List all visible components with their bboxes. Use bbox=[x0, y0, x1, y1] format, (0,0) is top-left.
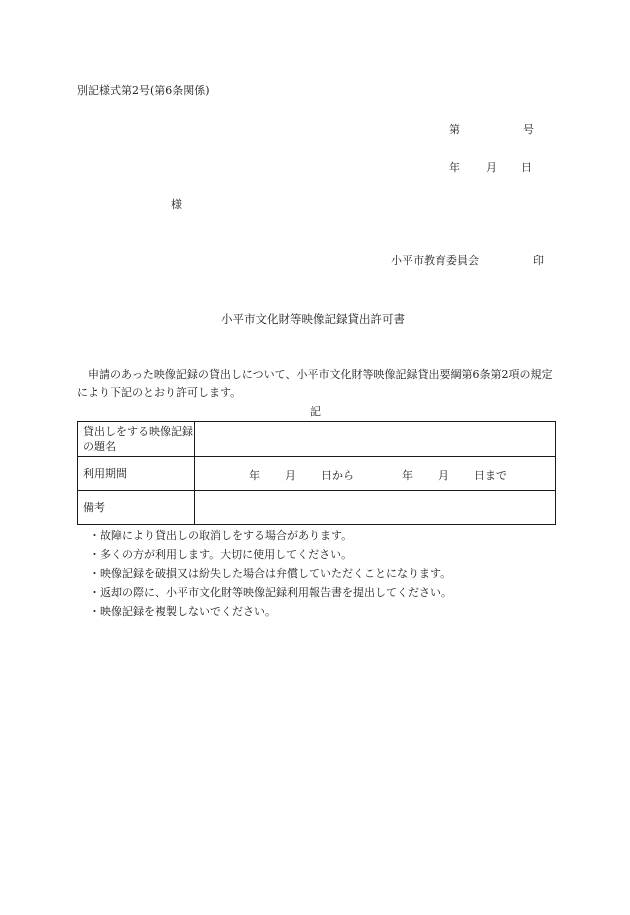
table-row bbox=[78, 422, 556, 457]
list-item bbox=[89, 583, 452, 602]
remarks-label: 備考 bbox=[78, 491, 195, 525]
table-row bbox=[78, 457, 556, 491]
bullet-mark: ・ bbox=[89, 529, 100, 542]
note-text: 多くの方が利用します。大切に使用してください。 bbox=[100, 548, 353, 561]
period-to-day: 日まで bbox=[474, 469, 507, 482]
number-suffix: 号 bbox=[523, 123, 534, 136]
addressee-suffix: 様 bbox=[171, 198, 182, 211]
period-from-day: 日から bbox=[321, 469, 354, 482]
details-table bbox=[77, 421, 556, 525]
date-month-label: 月 bbox=[486, 161, 497, 174]
form-label: 別記様式第2号(第6条関係) bbox=[77, 84, 210, 97]
remarks-field bbox=[195, 491, 556, 525]
table-row bbox=[78, 491, 556, 525]
period-from-year: 年 bbox=[249, 469, 260, 482]
bullet-mark: ・ bbox=[89, 586, 100, 599]
ki-heading: 記 bbox=[310, 405, 321, 418]
notes-list bbox=[89, 526, 452, 621]
seal-mark: 印 bbox=[533, 254, 544, 267]
number-prefix: 第 bbox=[449, 123, 460, 136]
body-paragraph: 申請のあった映像記録の貸出しについて、小平市文化財等映像記録貸出要綱第6条第2項の規定により下記のとおり許可します。 bbox=[77, 368, 553, 399]
date-day-label: 日 bbox=[521, 161, 532, 174]
bullet-mark: ・ bbox=[89, 605, 100, 618]
period-from-month: 月 bbox=[285, 469, 296, 482]
document-title: 小平市文化財等映像記録貸出許可書 bbox=[221, 312, 405, 326]
list-item bbox=[89, 545, 452, 564]
bullet-mark: ・ bbox=[89, 567, 100, 580]
period-to-year: 年 bbox=[402, 469, 413, 482]
note-text: 故障により貸出しの取消しをする場合があります。 bbox=[100, 529, 353, 542]
period-label: 利用期間 bbox=[78, 457, 195, 491]
bullet-mark: ・ bbox=[89, 548, 100, 561]
note-text: 映像記録を破損又は紛失した場合は弁償していただくことになります。 bbox=[100, 567, 452, 580]
period-field bbox=[195, 457, 556, 491]
date-year-label: 年 bbox=[449, 161, 460, 174]
list-item bbox=[89, 564, 452, 583]
note-text: 返却の際に、小平市文化財等映像記録利用報告書を提出してください。 bbox=[100, 586, 452, 599]
video-title-label: 貸出しをする映像記録の題名 bbox=[78, 422, 195, 457]
video-title-field bbox=[195, 422, 556, 457]
issuer-name: 小平市教育委員会 bbox=[391, 254, 479, 267]
period-to-month: 月 bbox=[438, 469, 449, 482]
note-text: 映像記録を複製しないでください。 bbox=[100, 605, 276, 618]
list-item bbox=[89, 526, 452, 545]
list-item bbox=[89, 602, 452, 621]
